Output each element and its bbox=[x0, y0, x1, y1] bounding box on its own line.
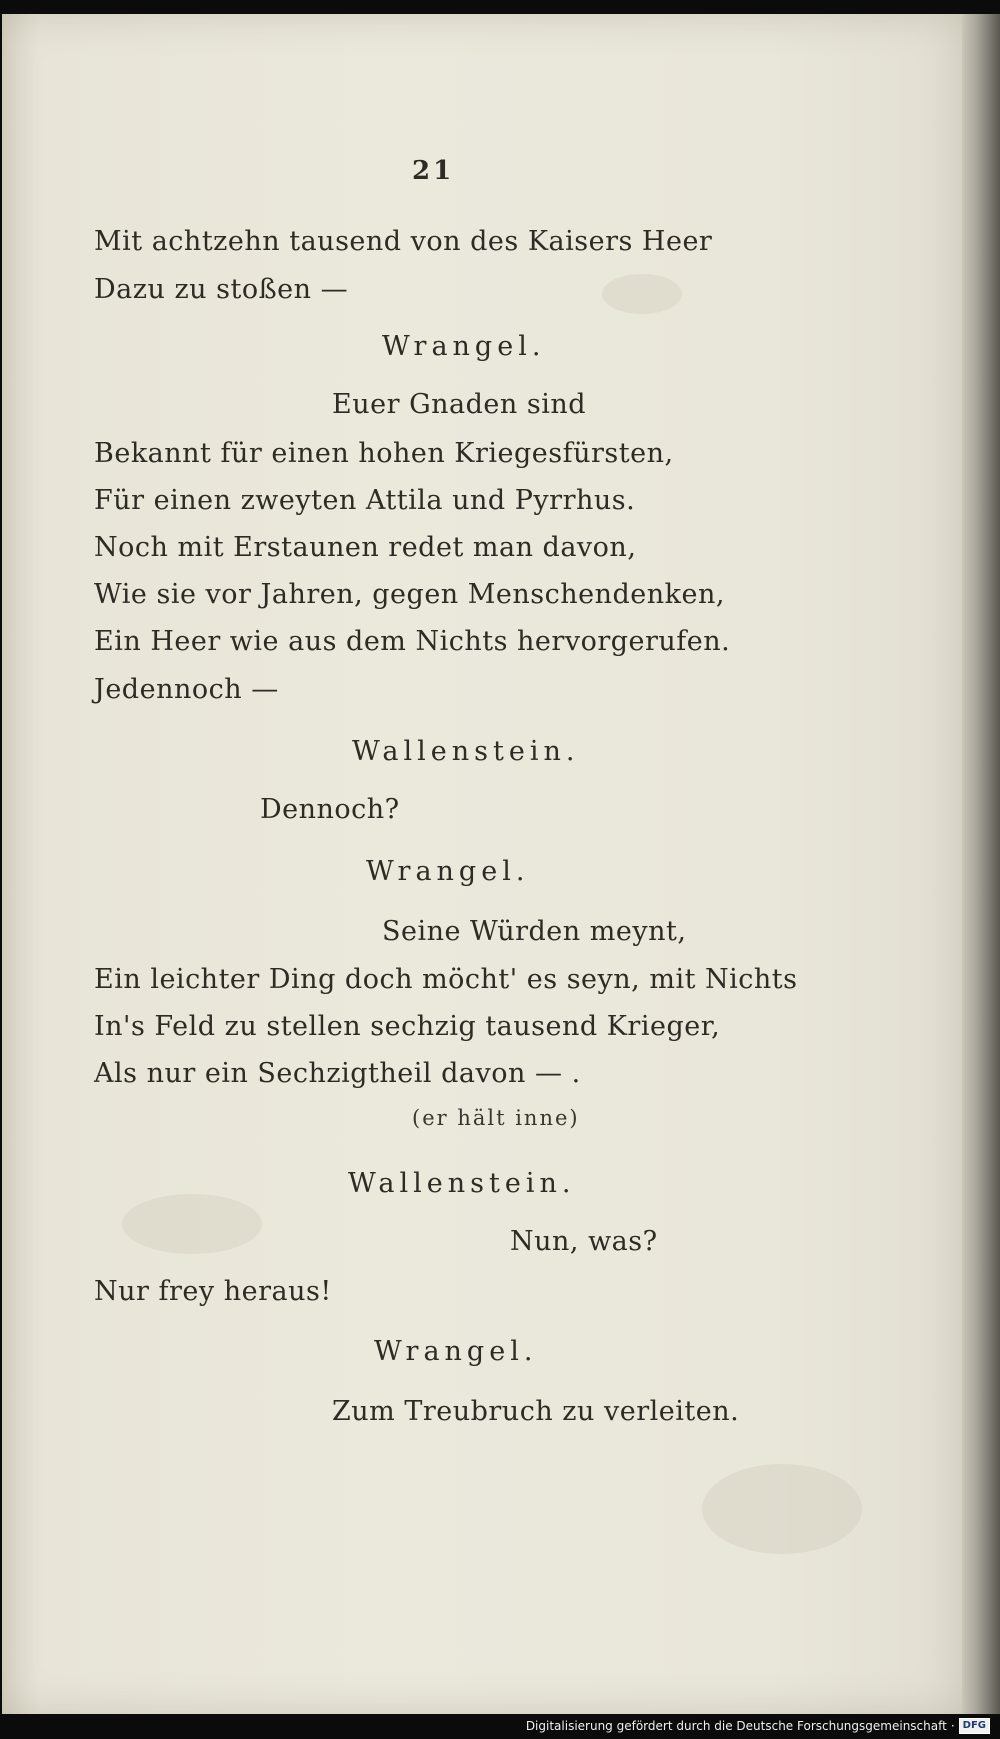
verse-line: Zum Treubruch zu verleiten. bbox=[332, 1396, 740, 1427]
verse-line: In's Feld zu stellen sechzig tausend Krieger, bbox=[94, 1011, 721, 1042]
paper-stain bbox=[702, 1464, 862, 1554]
speaker-name: Wallenstein. bbox=[352, 736, 580, 767]
page-number: 21 bbox=[412, 156, 455, 186]
verse-line: Dennoch? bbox=[260, 794, 400, 825]
verse-line: Ein Heer wie aus dem Nichts hervorgerufen. bbox=[94, 626, 731, 657]
verse-line: Noch mit Erstaunen redet man davon, bbox=[94, 532, 637, 563]
verse-line: Euer Gnaden sind bbox=[332, 389, 587, 420]
digitization-footer bbox=[526, 1715, 990, 1737]
stage-direction: (er hält inne) bbox=[412, 1106, 580, 1130]
separator: · bbox=[950, 1719, 955, 1733]
footer-text: Digitalisierung gefördert durch die Deutsche Forschungsgemeinschaft bbox=[525, 1719, 947, 1733]
dfg-logo-icon: DFG bbox=[959, 1718, 990, 1734]
verse-line: Mit achtzehn tausend von des Kaisers Heer bbox=[94, 226, 713, 257]
paper-stain bbox=[602, 274, 682, 314]
speaker-name: Wrangel. bbox=[382, 331, 546, 362]
verse-line: Bekannt für einen hohen Kriegesfürsten, bbox=[94, 438, 674, 469]
speaker-name: Wrangel. bbox=[374, 1336, 538, 1367]
speaker-name: Wrangel. bbox=[366, 856, 530, 887]
verse-line: Jedennoch — bbox=[94, 674, 279, 705]
book-page bbox=[2, 14, 962, 1714]
verse-line: Dazu zu stoßen — bbox=[94, 274, 349, 305]
verse-line: Wie sie vor Jahren, gegen Menschendenken, bbox=[94, 579, 725, 610]
verse-line: Für einen zweyten Attila und Pyrrhus. bbox=[94, 485, 636, 516]
book-spine bbox=[962, 14, 1000, 1714]
speaker-name: Wallenstein. bbox=[348, 1168, 576, 1199]
paper-stain bbox=[122, 1194, 262, 1254]
verse-line: Ein leichter Ding doch möcht' es seyn, mit Nichts bbox=[94, 964, 798, 995]
verse-line: Nur frey heraus! bbox=[94, 1276, 332, 1307]
verse-line: Als nur ein Sechzigtheil davon — . bbox=[94, 1058, 581, 1089]
verse-line: Seine Würden meynt, bbox=[382, 916, 687, 947]
verse-line: Nun, was? bbox=[510, 1226, 658, 1257]
